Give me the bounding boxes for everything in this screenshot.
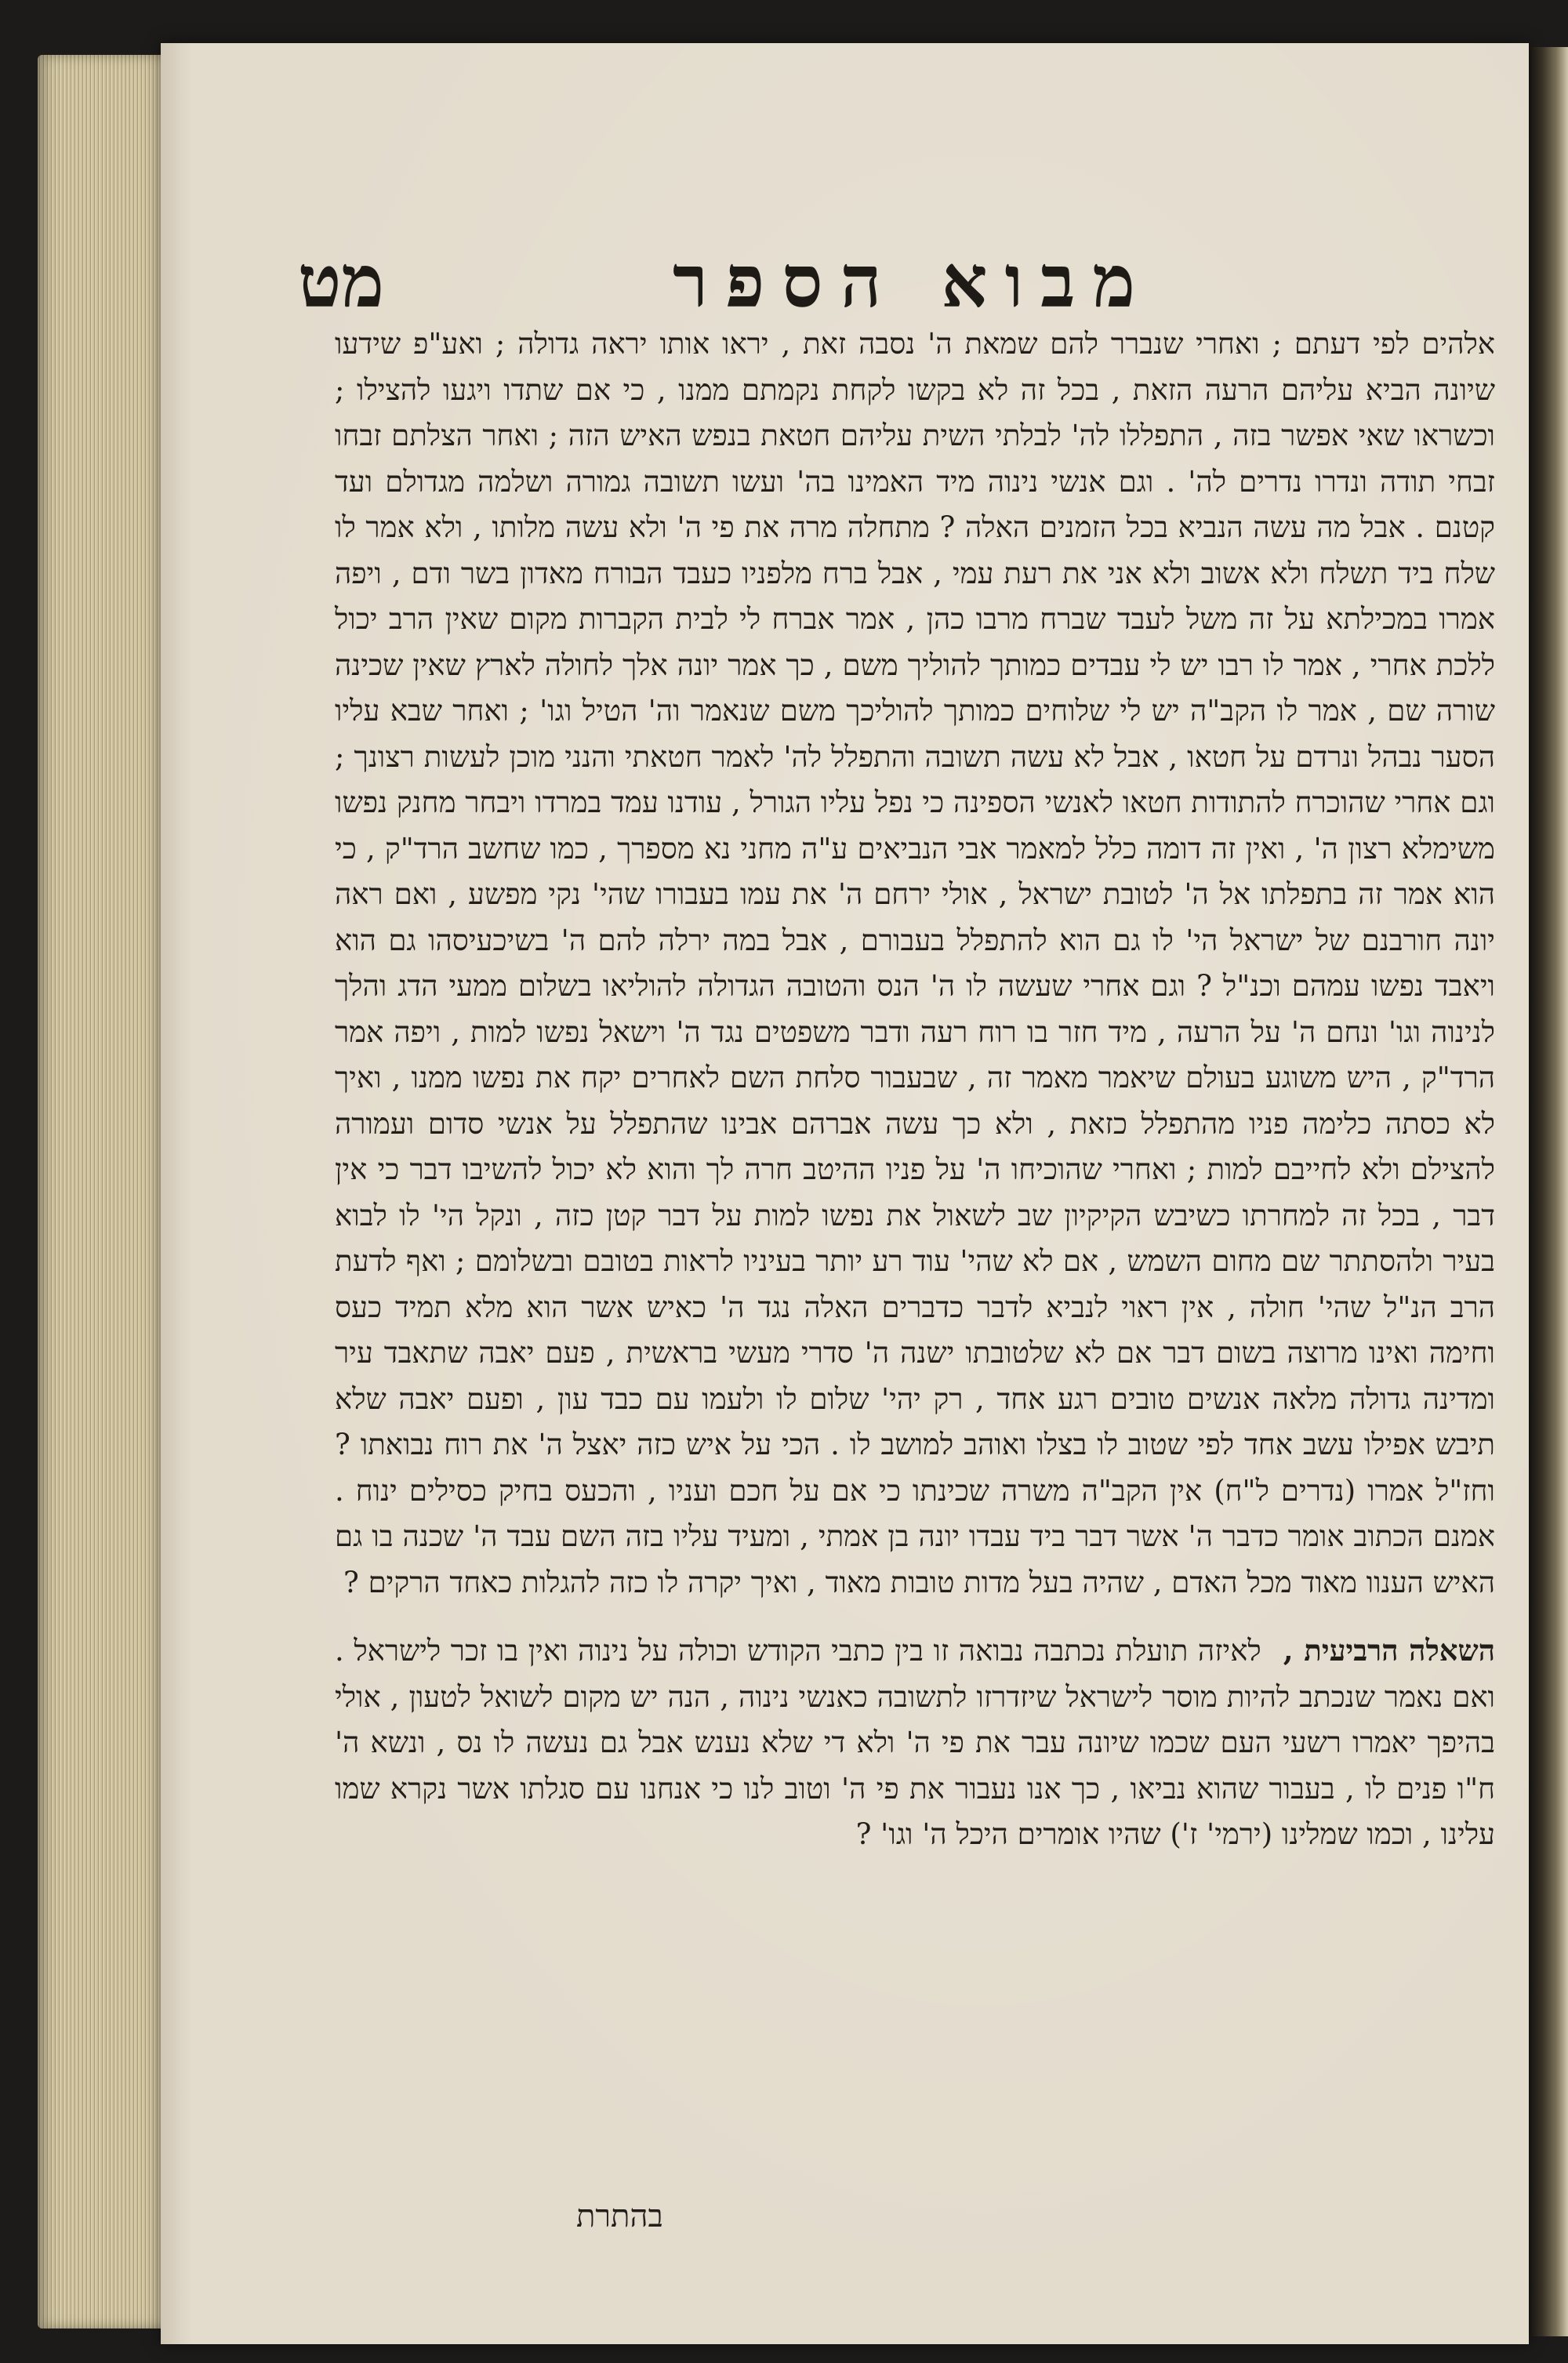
book-gutter [1529, 47, 1568, 2336]
page-number: מט [297, 239, 384, 324]
text-column [335, 321, 1495, 1858]
paragraph-2-lead: השאלה הרביעית , [1283, 1633, 1496, 1668]
paragraph-2 [335, 1628, 1495, 1858]
running-title: מבוא הספר [673, 239, 1152, 324]
paragraph-1: אלהים לפי דעתם ; ואחרי שנברר להם שמאת ה' נסבה זאת , יראו אותו יראה גדולה ; ואע"פ שידעו שיונה הביא עליהם הרעה הזאת , בכל זה לא בקשו לקחת נקמתם ממנו , כי אם שתדו ויגעו להצילו ; וכשראו שאי אפשר בזה , התפללו לה' לבלתי השית עליהם חטאת בנפש האיש הזה ; ואחר הצלתם זבחו זבחי תודה ונדרו נדרים לה' . וגם אנשי נינוה מיד האמינו בה' ועשו תשובה גמורה ושלמה מגדולם ועד קטנם . אבל מה עשה הנביא בכל הזמנים האלה ? מתחלה מרה את פי ה' ולא עשה מלותו , ולא אמר לו שלח ביד תשלח ולא אשוב ולא אני את רעת עמי , אבל ברח מלפניו כעבד הבורח מאדון בשר ודם , ויפה אמרו במכילתא על זה משל לעבד שברח מרבו כהן , אמר אברח לי לבית הקברות מקום שאין הרב יכול ללכת אחרי , אמר לו רבו יש לי עבדים כמותך להוליך משם , כך אמר יונה אלך לחולה לארץ שאין שכינה שורה שם , אמר לו הקב"ה יש לי שלוחים כמותך להוליכך משם שנאמר וה' הטיל וגו' ; ואחר שבא עליו הסער נבהל ונרדם על חטאו , אבל לא עשה תשובה והתפלל לה' לאמר חטאתי והנני מוכן לעשות רצונך ; וגם אחרי שהוכרח להתודות חטאו לאנשי הספינה כי נפל עליו הגורל , עודנו עמד במרדו ויבחר מחנק נפשו משימלא רצון ה' , ואין זה דומה כלל למאמר אבי הנביאים ע"ה מחני נא מספרך , כמו שחשב הרד"ק , כי הוא אמר זה בתפלתו אל ה' לטובת ישראל , אולי ירחם ה' את עמו בעבורו שהי' נקי מפשע , ואם ראה יונה חורבנם של ישראל הי' לו גם הוא להתפלל בעבורם , אבל במה ירלה להם ה' בשיכעיסהו גם הוא ויאבד נפשו עמהם וכנ"ל ? וגם אחרי שעשה לו ה' הנס והטובה הגדולה להוליאו בשלום ממעי הדג והלך לנינוה וגו' ונחם ה' על הרעה , מיד חזר בו רוח רעה ודבר משפטים נגד ה' וישאל נפשו למות , ויפה אמר הרד"ק , היש משוגע בעולם שיאמר מאמר זה , שבעבור סלחת השם לאחרים יקח את נפשו ממנו , ואיך לא כסתה כלימה פניו מהתפלל כזאת , ולא כך עשה אברהם אבינו שהתפלל על אנשי סדום ועמורה להצילם ולא לחייבם למות ; ואחרי שהוכיחו ה' על פניו ההיטב חרה לך והוא לא יכול להשיבו דבר כי אין דבר , בכל זה למחרתו כשיבש הקיקיון שב לשאול את נפשו למות על דבר קטן כזה , ונקל הי' לו לבוא בעיר ולהסתתר שם מחום השמש , אם לא שהי' עוד רע יותר בעיניו לראות בטובם ובשלומם ; ואף לדעת הרב הנ"ל שהי' חולה , אין ראוי לנביא לדבר כדברים האלה נגד ה' כאיש אשר הוא מלא תמיד כעס וחימה ואינו מרוצה בשום דבר אם לא שלטובתו ישנה ה' סדרי מעשי בראשית , פעם יאבה שתאבד עיר ומדינה גדולה מלאה אנשים טובים רגע אחד , רק יהי' שלום לו ולעמו עם כבד עון , ופעם יאבה שלא תיבש אפילו עשב אחד לפי שטוב לו בצלו ואוהב למושב לו . הכי על איש כזה יאצל ה' את רוח נבואתו ? וחז"ל אמרו (נדרים ל"ח) אין הקב"ה משרה שכינתו כי אם על חכם ועניו , והכעס בחיק כסילים ינוח . אמנם הכתוב אומר כדבר ה' אשר דבר ביד עבדו יונה בן אמתי , ומעיד עליו בזה השם עבד ה' שכנה בו גם האיש הענוו מאוד מכל האדם , שהיה בעל מדות טובות מאוד , ואיך יקרה לו כזה להגלות כאחד הרקים ? [335, 327, 1495, 1599]
book-page-edges [38, 55, 171, 2329]
catchword: בהתרת [576, 2198, 663, 2234]
book-page [161, 43, 1529, 2344]
paragraph-2-text: לאיזה תועלת נכתבה נבואה זו בין כתבי הקודש וכולה על נינוה ואין בו זכר לישראל . ואם נאמר שנכתב להיות מוסר לישראל שיזדרזו לתשובה כאנשי נינוה , הנה יש מקום לשואל לטעון , אולי בהיפך יאמרו רשעי העם שכמו שיונה עבר את פי ה' ולא די שלא נענש אבל גם נעשה לו נס , ונשא ה' ח"ו פנים לו , בעבור שהוא נביאו , כך אנו נעבור את פי ה' וטוב לנו כי אנחנו עם סגלתו אשר נקרא שמו עלינו , וכמו שמלינו (ירמי' ז') שהיו אומרים היכל ה' וגו' ? [335, 1634, 1495, 1851]
page-header [161, 208, 1529, 325]
